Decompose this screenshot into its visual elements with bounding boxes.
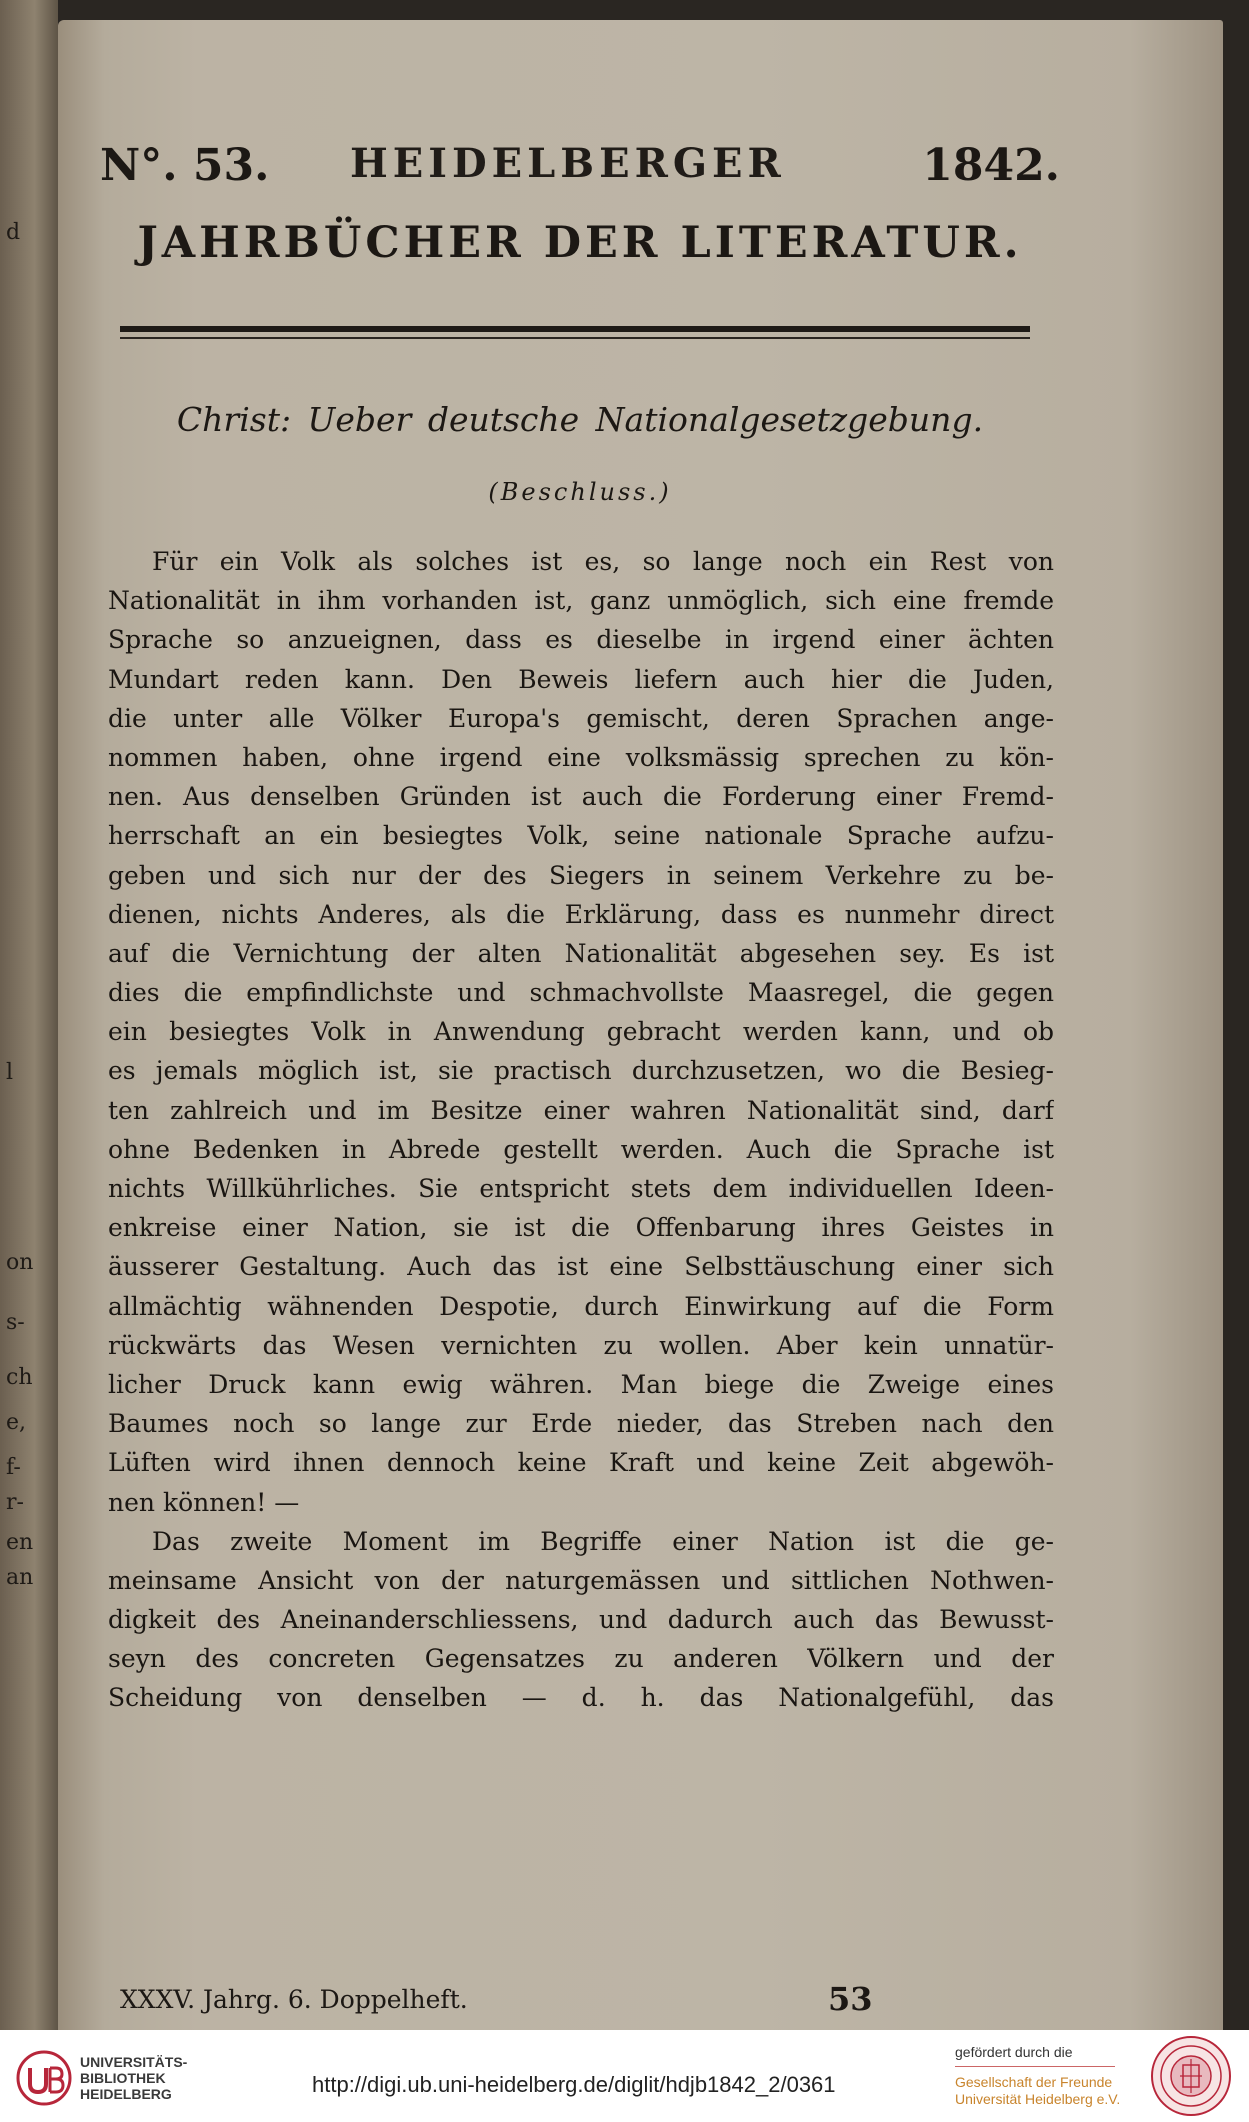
text-line: Sprache so anzueignen, dass es dieselbe in irgend einer ächten xyxy=(108,625,1054,655)
text-line: nen können! — xyxy=(108,1487,300,1517)
margin-fragments xyxy=(6,0,46,2030)
text-line: Das zweite Moment im Begriffe einer Nation ist die ge- xyxy=(152,1526,1054,1556)
text-line: digkeit des Aneinanderschliessens, und dadurch auch das Bewusst- xyxy=(108,1605,1054,1635)
text-line: Nationalität in ihm vorhanden ist, ganz unmöglich, sich eine fremde xyxy=(108,586,1054,616)
text-line: nommen haben, ohne irgend eine volksmässig sprechen zu kön- xyxy=(108,742,1054,772)
text-line: Mundart reden kann. Den Beweis liefern auch hier die Juden, xyxy=(108,664,1054,694)
margin-fragment: ch xyxy=(6,1365,33,1390)
margin-fragment: on xyxy=(6,1250,34,1275)
margin-fragment: f- xyxy=(6,1455,21,1480)
library-name-line: HEIDELBERG xyxy=(80,2086,172,2102)
library-name-line: UNIVERSITÄTS- xyxy=(80,2054,188,2070)
sponsor-name xyxy=(955,2074,1120,2108)
text-line: nen. Aus denselben Gründen ist auch die Forderung einer Fremd- xyxy=(108,782,1054,812)
text-line: rückwärts das Wesen vernichten zu wollen. Aber kein unnatür- xyxy=(108,1330,1054,1360)
page-number: 53 xyxy=(828,1980,873,2018)
sponsor-name-line: Universität Heidelberg e.V. xyxy=(955,2091,1121,2107)
margin-fragment: d xyxy=(6,220,21,245)
text-line: es jemals möglich ist, sie practisch durchzusetzen, wo die Besieg- xyxy=(108,1056,1054,1086)
text-line: nichts Willkührliches. Sie entspricht stets dem individuellen Ideen- xyxy=(108,1174,1054,1203)
text-line: Für ein Volk als solches ist es, so lange noch ein Rest von xyxy=(152,547,1054,576)
text-line: dies die empfindlichste und schmachvollste Maasregel, die gegen xyxy=(108,978,1054,1008)
sponsor-divider xyxy=(955,2066,1115,2067)
text-line: herrschaft an ein besiegtes Volk, seine nationale Sprache aufzu- xyxy=(108,821,1054,851)
margin-fragment: e, xyxy=(6,1410,27,1435)
signature-line: XXXV. Jahrg. 6. Doppelheft. xyxy=(120,1985,468,2014)
text-line: ohne Bedenken in Abrede gestellt werden. Auch die Sprache ist xyxy=(108,1134,1054,1164)
text-line: Baumes noch so lange zur Erde nieder, das Streben nach den xyxy=(108,1409,1054,1439)
margin-fragment: l xyxy=(6,1060,14,1085)
university-seal-icon xyxy=(1150,2035,1232,2117)
library-name-line: BIBLIOTHEK xyxy=(80,2070,166,2086)
sponsor-name-line: Gesellschaft der Freunde xyxy=(955,2074,1113,2090)
header-rule-thin xyxy=(120,337,1030,339)
text-line: geben und sich nur der des Siegers in seinem Verkehre zu be- xyxy=(108,860,1054,890)
text-line: Scheidung von denselben — d. h. das Nationalgefühl, das xyxy=(108,1683,1054,1713)
issue-year: 1842. xyxy=(922,140,1060,191)
library-logo-icon xyxy=(14,2048,74,2108)
journal-name: HEIDELBERGER xyxy=(350,140,786,187)
library-name xyxy=(80,2054,187,2102)
journal-subtitle: JAHRBÜCHER DER LITERATUR. xyxy=(137,218,1023,268)
article-body xyxy=(108,542,1054,1718)
text-line: seyn des concreten Gegensatzes zu anderen Völkern und der xyxy=(108,1644,1054,1674)
viewer-footer-bar xyxy=(0,2030,1249,2122)
text-line: die unter alle Völker Europa's gemischt, deren Sprachen ange- xyxy=(108,703,1054,733)
permalink-url[interactable]: http://digi.ub.uni-heidelberg.de/diglit/hdjb1842_2/0361 xyxy=(312,2072,836,2097)
margin-fragment: r- xyxy=(6,1490,24,1515)
text-line: äusserer Gestaltung. Auch das ist eine Selbsttäuschung einer sich xyxy=(108,1252,1054,1282)
sponsor-label: gefördert durch die xyxy=(955,2044,1073,2060)
journal-header xyxy=(100,140,1060,200)
text-line: allmächtig wähnenden Despotie, durch Einwirkung auf die Form xyxy=(108,1291,1054,1321)
text-line: ten zahlreich und im Besitze einer wahren Nationalität sind, darf xyxy=(108,1095,1054,1125)
text-line: enkreise einer Nation, sie ist die Offenbarung ihres Geistes in xyxy=(108,1213,1054,1243)
text-line: meinsame Ansicht von der naturgemässen und sittlichen Nothwen- xyxy=(108,1565,1054,1595)
previous-page-edge xyxy=(0,0,58,2030)
article-note: (Beschluss.) xyxy=(488,478,672,506)
text-line: dienen, nichts Anderes, als die Erklärung, dass es nunmehr direct xyxy=(108,899,1054,929)
header-rule-thick xyxy=(120,326,1030,332)
margin-fragment: en xyxy=(6,1530,34,1555)
text-line: ein besiegtes Volk in Anwendung gebracht werden kann, und ob xyxy=(108,1017,1054,1047)
text-line: Lüften wird ihnen dennoch keine Kraft und keine Zeit abgewöh- xyxy=(108,1448,1054,1478)
margin-fragment: an xyxy=(6,1565,34,1590)
text-line: auf die Vernichtung der alten Nationalität abgesehen sey. Es ist xyxy=(108,938,1054,968)
text-line: licher Druck kann ewig währen. Man biege die Zweige eines xyxy=(108,1369,1054,1399)
issue-number: N°. 53. xyxy=(100,140,270,191)
article-title: Christ: Ueber deutsche Nationalgesetzgebung. xyxy=(176,400,984,439)
margin-fragment: s- xyxy=(6,1310,25,1335)
